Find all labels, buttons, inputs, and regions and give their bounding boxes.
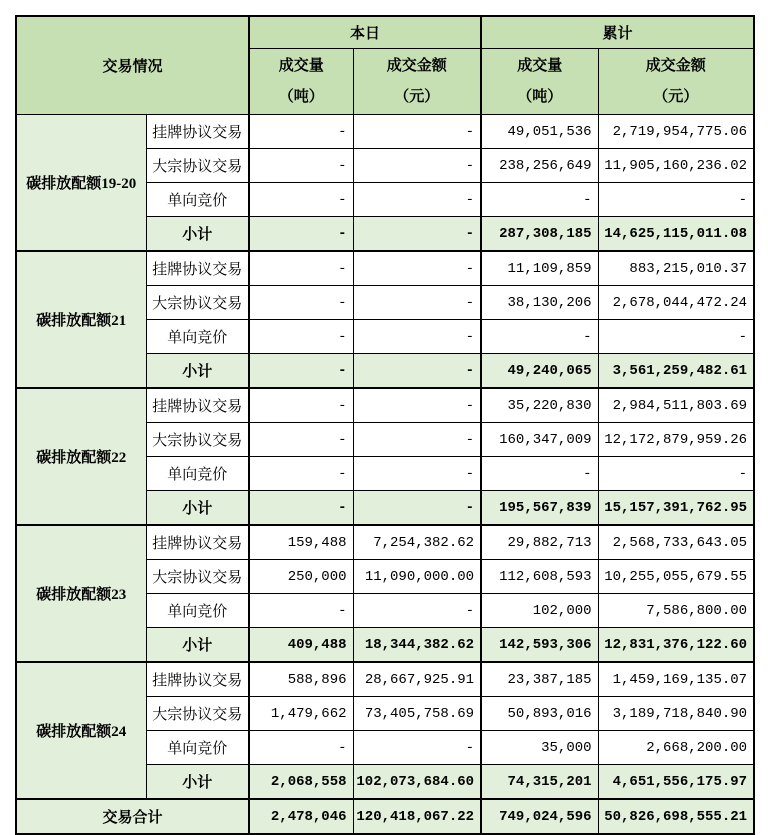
table-row bbox=[16, 388, 754, 423]
row-label: 大宗协议交易 bbox=[146, 286, 249, 320]
cell-cum-volume: 35,000 bbox=[481, 731, 598, 765]
row-label: 大宗协议交易 bbox=[146, 149, 249, 183]
cell-cum-amount: 1,459,169,135.07 bbox=[598, 662, 754, 697]
total-row bbox=[16, 799, 754, 834]
header-cumulative-volume bbox=[481, 49, 598, 115]
table-row bbox=[16, 662, 754, 697]
cell-today-volume: - bbox=[249, 115, 353, 149]
cell-cum-amount: 7,586,800.00 bbox=[598, 594, 754, 628]
table-row bbox=[16, 251, 754, 286]
cell-cum-volume: 49,240,065 bbox=[481, 354, 598, 389]
cell-cum-volume: 160,347,009 bbox=[481, 423, 598, 457]
group-label: 碳排放配额19-20 bbox=[16, 115, 146, 252]
table-row bbox=[16, 525, 754, 560]
cell-today-volume: - bbox=[249, 149, 353, 183]
cell-today-volume: - bbox=[249, 594, 353, 628]
cell-today-volume: - bbox=[249, 251, 353, 286]
cell-today-volume: - bbox=[249, 217, 353, 252]
cell-cum-volume: 74,315,201 bbox=[481, 765, 598, 800]
row-label: 大宗协议交易 bbox=[146, 423, 249, 457]
cell-cum-volume: 11,109,859 bbox=[481, 251, 598, 286]
cell-today-volume: 250,000 bbox=[249, 560, 353, 594]
total-cum-volume: 749,024,596 bbox=[481, 799, 598, 834]
row-label: 单向竞价 bbox=[146, 183, 249, 217]
cell-cum-amount: 10,255,055,679.55 bbox=[598, 560, 754, 594]
header-today-volume bbox=[249, 49, 353, 115]
row-label: 挂牌协议交易 bbox=[146, 525, 249, 560]
cell-cum-volume: 142,593,306 bbox=[481, 628, 598, 663]
row-label: 挂牌协议交易 bbox=[146, 662, 249, 697]
cell-cum-volume: 38,130,206 bbox=[481, 286, 598, 320]
cell-today-amount: - bbox=[353, 423, 481, 457]
amount-label: 成交金额 bbox=[386, 57, 447, 74]
group-label: 碳排放配额21 bbox=[16, 251, 146, 388]
row-label: 挂牌协议交易 bbox=[146, 388, 249, 423]
cell-cum-amount: 11,905,160,236.02 bbox=[598, 149, 754, 183]
header-today-amount bbox=[353, 49, 481, 115]
total-today-amount: 120,418,067.22 bbox=[353, 799, 481, 834]
cell-cum-volume: 112,608,593 bbox=[481, 560, 598, 594]
cell-cum-volume: 23,387,185 bbox=[481, 662, 598, 697]
subtotal-label: 小计 bbox=[146, 217, 249, 252]
cell-today-volume: 2,068,558 bbox=[249, 765, 353, 800]
cell-today-amount: - bbox=[353, 388, 481, 423]
cell-cum-amount: 2,719,954,775.06 bbox=[598, 115, 754, 149]
cell-cum-amount: 2,668,200.00 bbox=[598, 731, 754, 765]
total-today-volume: 2,478,046 bbox=[249, 799, 353, 834]
subtotal-label: 小计 bbox=[146, 628, 249, 663]
cell-today-amount: - bbox=[353, 217, 481, 252]
cell-cum-volume: 287,308,185 bbox=[481, 217, 598, 252]
cell-today-volume: - bbox=[249, 286, 353, 320]
cell-today-amount: - bbox=[353, 457, 481, 491]
cell-today-volume: 1,479,662 bbox=[249, 697, 353, 731]
cell-cum-amount: 4,651,556,175.97 bbox=[598, 765, 754, 800]
cell-today-volume: - bbox=[249, 320, 353, 354]
cell-cum-amount: 15,157,391,762.95 bbox=[598, 491, 754, 526]
cell-today-amount: - bbox=[353, 251, 481, 286]
cell-today-amount: 7,254,382.62 bbox=[353, 525, 481, 560]
amount-label: 成交金额 bbox=[645, 57, 706, 74]
cell-today-volume: - bbox=[249, 183, 353, 217]
cell-today-volume: - bbox=[249, 491, 353, 526]
volume-label: 成交量 bbox=[278, 57, 324, 74]
cell-today-volume: 588,896 bbox=[249, 662, 353, 697]
cell-today-amount: 11,090,000.00 bbox=[353, 560, 481, 594]
cell-cum-volume: 102,000 bbox=[481, 594, 598, 628]
cell-cum-volume: 29,882,713 bbox=[481, 525, 598, 560]
cell-today-amount: - bbox=[353, 354, 481, 389]
table-header bbox=[16, 16, 754, 115]
row-label: 大宗协议交易 bbox=[146, 697, 249, 731]
cell-today-volume: - bbox=[249, 354, 353, 389]
cell-cum-amount: - bbox=[598, 320, 754, 354]
cell-today-volume: 409,488 bbox=[249, 628, 353, 663]
cell-cum-volume: 49,051,536 bbox=[481, 115, 598, 149]
cell-cum-volume: 50,893,016 bbox=[481, 697, 598, 731]
cell-today-amount: - bbox=[353, 491, 481, 526]
cell-cum-amount: - bbox=[598, 457, 754, 491]
cell-today-amount: - bbox=[353, 183, 481, 217]
cell-cum-amount: 2,568,733,643.05 bbox=[598, 525, 754, 560]
row-label: 大宗协议交易 bbox=[146, 560, 249, 594]
cell-cum-amount: 14,625,115,011.08 bbox=[598, 217, 754, 252]
row-label: 挂牌协议交易 bbox=[146, 115, 249, 149]
cell-today-volume: - bbox=[249, 388, 353, 423]
group-label: 碳排放配额24 bbox=[16, 662, 146, 799]
cell-today-amount: - bbox=[353, 594, 481, 628]
header-today: 本日 bbox=[249, 16, 481, 49]
cell-cum-amount: 3,561,259,482.61 bbox=[598, 354, 754, 389]
header-row-groups bbox=[16, 16, 754, 49]
cell-today-amount: - bbox=[353, 115, 481, 149]
cell-today-amount: - bbox=[353, 149, 481, 183]
row-label: 单向竞价 bbox=[146, 594, 249, 628]
subtotal-label: 小计 bbox=[146, 354, 249, 389]
cell-cum-amount: 2,984,511,803.69 bbox=[598, 388, 754, 423]
cell-cum-volume: 195,567,839 bbox=[481, 491, 598, 526]
cell-today-volume: 159,488 bbox=[249, 525, 353, 560]
cell-cum-amount: 883,215,010.37 bbox=[598, 251, 754, 286]
volume-unit: （吨） bbox=[517, 88, 563, 105]
group-label: 碳排放配额22 bbox=[16, 388, 146, 525]
cell-today-amount: 102,073,684.60 bbox=[353, 765, 481, 800]
amount-unit: （元） bbox=[394, 88, 440, 105]
cell-today-amount: 28,667,925.91 bbox=[353, 662, 481, 697]
cell-cum-volume: - bbox=[481, 320, 598, 354]
row-label: 单向竞价 bbox=[146, 457, 249, 491]
cell-cum-volume: 238,256,649 bbox=[481, 149, 598, 183]
subtotal-label: 小计 bbox=[146, 491, 249, 526]
cell-today-amount: - bbox=[353, 731, 481, 765]
subtotal-label: 小计 bbox=[146, 765, 249, 800]
cell-cum-volume: 35,220,830 bbox=[481, 388, 598, 423]
amount-unit: （元） bbox=[653, 88, 699, 105]
cell-cum-amount: 12,831,376,122.60 bbox=[598, 628, 754, 663]
table-row bbox=[16, 115, 754, 149]
cell-cum-amount: 3,189,718,840.90 bbox=[598, 697, 754, 731]
cell-today-volume: - bbox=[249, 731, 353, 765]
cell-cum-amount: 12,172,879,959.26 bbox=[598, 423, 754, 457]
total-label: 交易合计 bbox=[16, 799, 249, 834]
header-cumulative: 累计 bbox=[481, 16, 754, 49]
table-body bbox=[16, 115, 754, 835]
cell-today-amount: 73,405,758.69 bbox=[353, 697, 481, 731]
cell-today-volume: - bbox=[249, 423, 353, 457]
cell-cum-amount: 2,678,044,472.24 bbox=[598, 286, 754, 320]
row-label: 单向竞价 bbox=[146, 320, 249, 354]
volume-label: 成交量 bbox=[517, 57, 563, 74]
volume-unit: （吨） bbox=[278, 88, 324, 105]
cell-today-amount: 18,344,382.62 bbox=[353, 628, 481, 663]
header-trading-situation: 交易情况 bbox=[16, 16, 249, 115]
header-cumulative-amount bbox=[598, 49, 754, 115]
cell-cum-amount: - bbox=[598, 183, 754, 217]
cell-cum-volume: - bbox=[481, 457, 598, 491]
cell-today-amount: - bbox=[353, 286, 481, 320]
trading-summary-table bbox=[15, 15, 755, 835]
cell-cum-volume: - bbox=[481, 183, 598, 217]
row-label: 单向竞价 bbox=[146, 731, 249, 765]
total-cum-amount: 50,826,698,555.21 bbox=[598, 799, 754, 834]
cell-today-amount: - bbox=[353, 320, 481, 354]
cell-today-volume: - bbox=[249, 457, 353, 491]
row-label: 挂牌协议交易 bbox=[146, 251, 249, 286]
group-label: 碳排放配额23 bbox=[16, 525, 146, 662]
